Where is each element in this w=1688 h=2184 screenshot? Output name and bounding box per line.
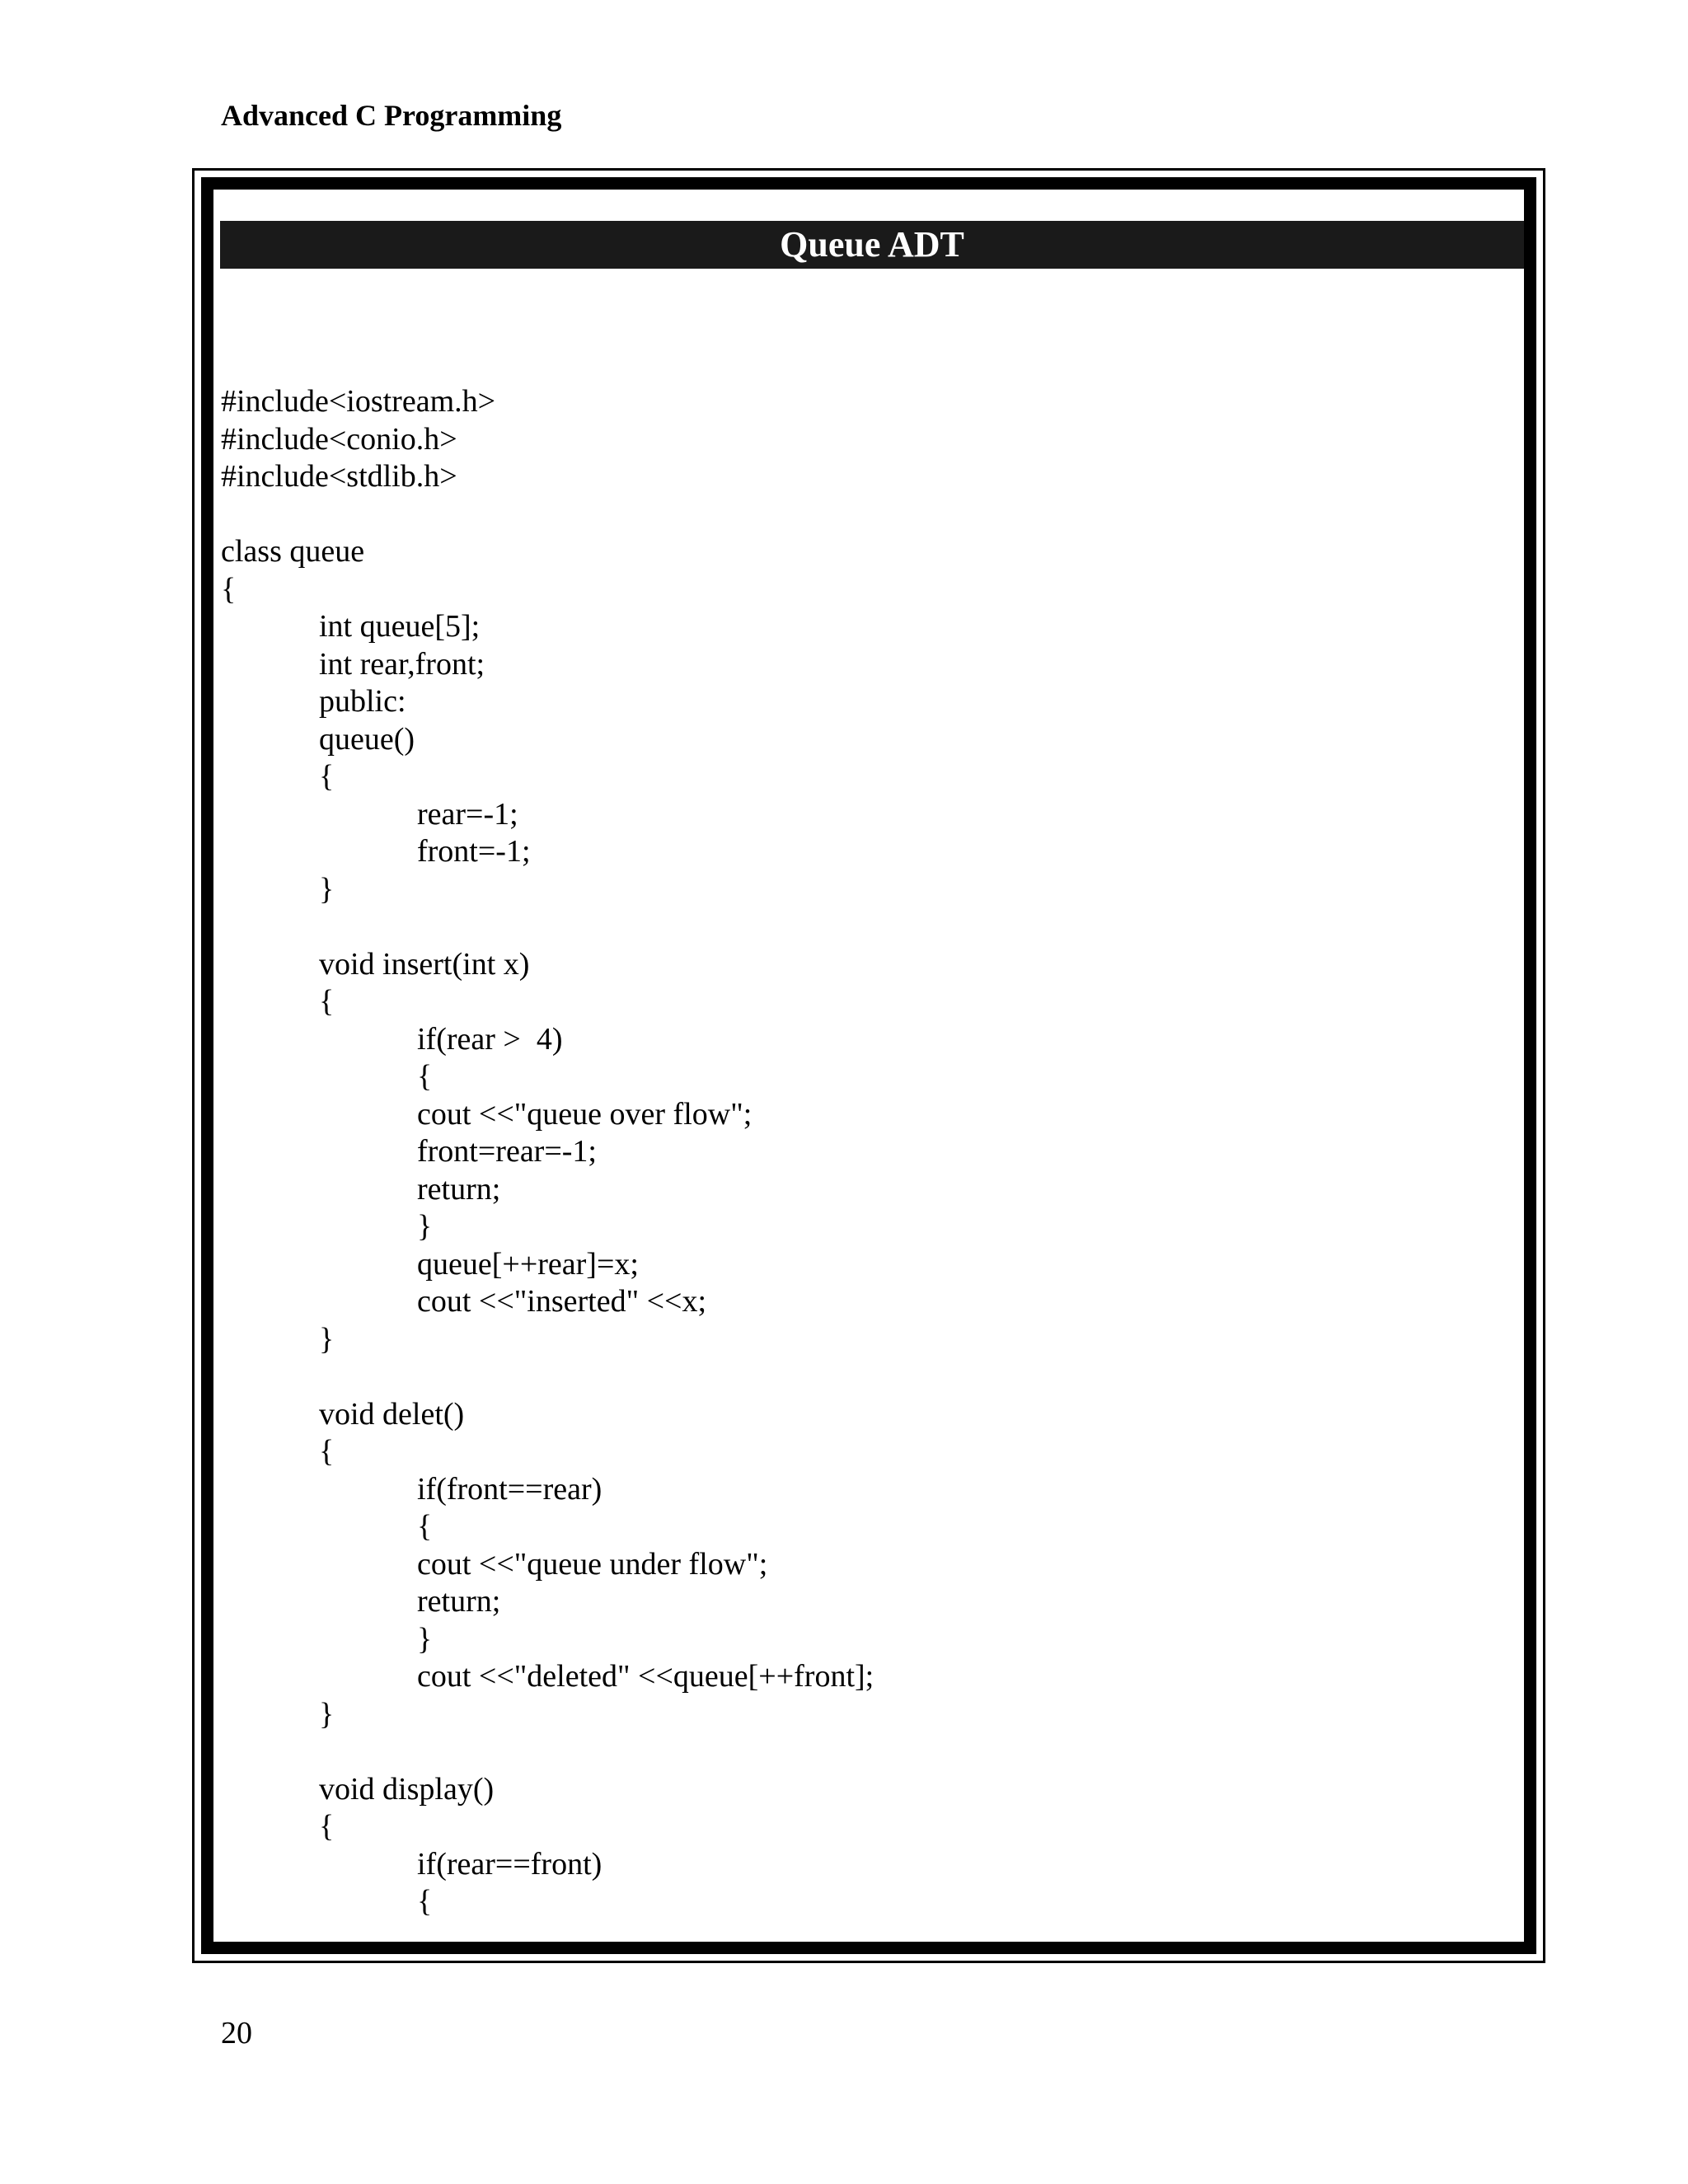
code-line: return; <box>417 1584 501 1619</box>
code-line: { <box>319 1809 335 1844</box>
running-header: Advanced C Programming <box>221 99 562 132</box>
code-line: if(rear==front) <box>417 1846 603 1882</box>
code-line: { <box>319 1434 335 1469</box>
code-line: if(rear > 4) <box>417 1021 563 1057</box>
code-line: rear=-1; <box>417 796 518 832</box>
code-line: } <box>319 871 335 907</box>
code-line: int queue[5]; <box>319 609 481 644</box>
code-line: queue[++rear]=x; <box>417 1246 639 1282</box>
code-line: queue() <box>319 721 415 757</box>
code-line: front=-1; <box>417 834 531 869</box>
section-title: Queue ADT <box>220 221 1524 269</box>
code-line: cout <<"queue over flow"; <box>417 1096 753 1132</box>
code-line: cout <<"inserted" <<x; <box>417 1284 707 1319</box>
code-line: { <box>417 1884 433 1919</box>
code-listing <box>221 383 1507 1921</box>
code-line: return; <box>417 1171 501 1207</box>
code-line: { <box>221 571 237 607</box>
code-line: { <box>319 984 335 1019</box>
code-line: } <box>319 1696 335 1732</box>
code-line: void display() <box>319 1771 495 1807</box>
code-blank-line <box>221 908 1507 946</box>
code-line: void insert(int x) <box>319 946 530 982</box>
code-line: void delet() <box>319 1396 465 1432</box>
code-line: cout <<"queue under flow"; <box>417 1546 768 1582</box>
code-blank-line <box>221 1733 1507 1771</box>
page-number: 20 <box>221 2016 252 2050</box>
code-line: { <box>417 1059 433 1094</box>
code-line: #include<stdlib.h> <box>221 459 457 494</box>
code-blank-line <box>221 1358 1507 1396</box>
code-line: #include<iostream.h> <box>221 384 496 419</box>
code-line: front=rear=-1; <box>417 1134 597 1169</box>
code-line: public: <box>319 684 406 719</box>
code-blank-line <box>221 496 1507 534</box>
code-line: int rear,front; <box>319 646 485 682</box>
code-line: } <box>417 1209 433 1244</box>
code-line: cout <<"deleted" <<queue[++front]; <box>417 1659 874 1694</box>
code-line: if(front==rear) <box>417 1471 603 1507</box>
code-line: { <box>417 1509 433 1544</box>
code-line: class queue <box>221 534 365 569</box>
code-line: { <box>319 759 335 794</box>
code-line: #include<conio.h> <box>221 421 457 457</box>
code-line: } <box>417 1621 433 1657</box>
code-line: } <box>319 1321 335 1357</box>
